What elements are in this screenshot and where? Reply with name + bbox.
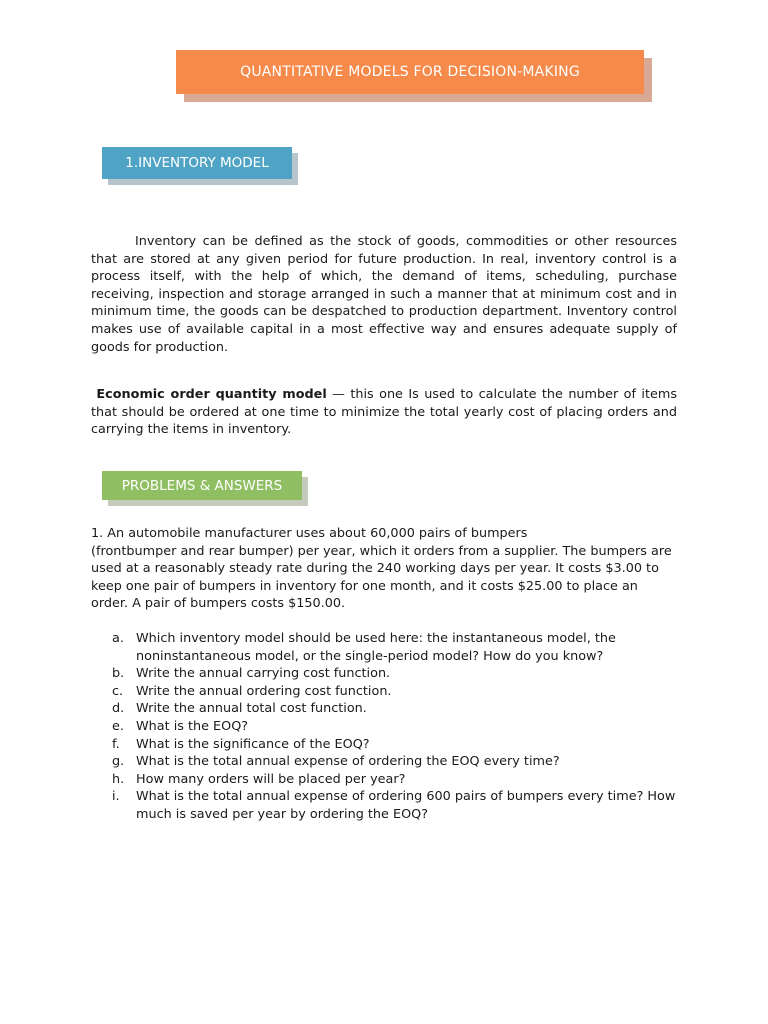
- question-text: How many orders will be placed per year?: [136, 771, 406, 787]
- question-letter: f.: [112, 736, 120, 752]
- question-letter: i.: [112, 789, 120, 805]
- list-item: [112, 771, 677, 789]
- list-item: [112, 753, 677, 771]
- question-text: Write the annual carrying cost function.: [136, 666, 391, 682]
- problem-line-2: (frontbumper and rear bumper) per year, which it orders from a supplier. The bumpers are used at a reasonably steady rate during the 240 working days per year. It costs $3.00 to keep one pair of bumpers in inventory for one month, and it costs $25.00 to place an order. A pair of bumpers costs $150.00.: [91, 543, 672, 612]
- question-text: Write the annual total cost function.: [136, 701, 367, 717]
- question-letter: a.: [112, 631, 124, 646]
- question-text: What is the significance of the EOQ?: [136, 736, 370, 752]
- intro-paragraph: Inventory can be defined as the stock of goods, commodities or other resources that are stored at any given period for future production. In real, inventory control is a process itself, with the help of which, the demand of items, scheduling, purchase receiving, inspection and storage arranged in such a manner that at minimum cost and in minimum time, the goods can be despatched to production department. Inventory control makes use of available capital in a most effective way and ensures adequate supply of goods for production.: [91, 234, 677, 355]
- question-letter: h.: [112, 771, 125, 787]
- list-item: [112, 683, 677, 701]
- section-heading-problems-answers: PROBLEMS & ANSWERS: [102, 471, 302, 500]
- question-text: What is the total annual expense of ordering 600 pairs of bumpers every time? How much is saved per year by ordering the EOQ?: [136, 789, 676, 822]
- page-title: QUANTITATIVE MODELS FOR DECISION-MAKING: [176, 50, 644, 94]
- question-text: What is the EOQ?: [136, 718, 249, 734]
- section-heading-inventory-model: 1.INVENTORY MODEL: [102, 147, 292, 179]
- question-text: Write the annual ordering cost function.: [136, 683, 392, 699]
- question-letter: d.: [112, 701, 125, 717]
- question-list: [112, 630, 677, 824]
- question-text: Which inventory model should be used here: the instantaneous model, the noninstantaneous model, or the single-period model? How do you know?: [136, 631, 616, 664]
- list-item: [112, 665, 677, 683]
- question-letter: g.: [112, 754, 125, 770]
- list-item: [112, 718, 677, 736]
- list-item: [112, 630, 677, 665]
- list-item: [112, 736, 677, 754]
- list-item: [112, 788, 677, 823]
- list-item: [112, 700, 677, 718]
- question-letter: c.: [112, 683, 124, 699]
- question-letter: e.: [112, 718, 124, 734]
- question-text: What is the total annual expense of ordering the EOQ every time?: [136, 754, 560, 770]
- eoq-description: — this one Is used to calculate the number of items that should be ordered at one time to minimize the total yearly cost of placing orders and carrying the items in inventory.: [91, 387, 677, 438]
- eoq-paragraph: [91, 386, 677, 439]
- problem-line-1: 1. An automobile manufacturer uses about 60,000 pairs of bumpers: [91, 526, 528, 541]
- question-letter: b.: [112, 666, 125, 682]
- problem-statement: [91, 525, 677, 613]
- eoq-term: Economic order quantity model: [96, 387, 327, 402]
